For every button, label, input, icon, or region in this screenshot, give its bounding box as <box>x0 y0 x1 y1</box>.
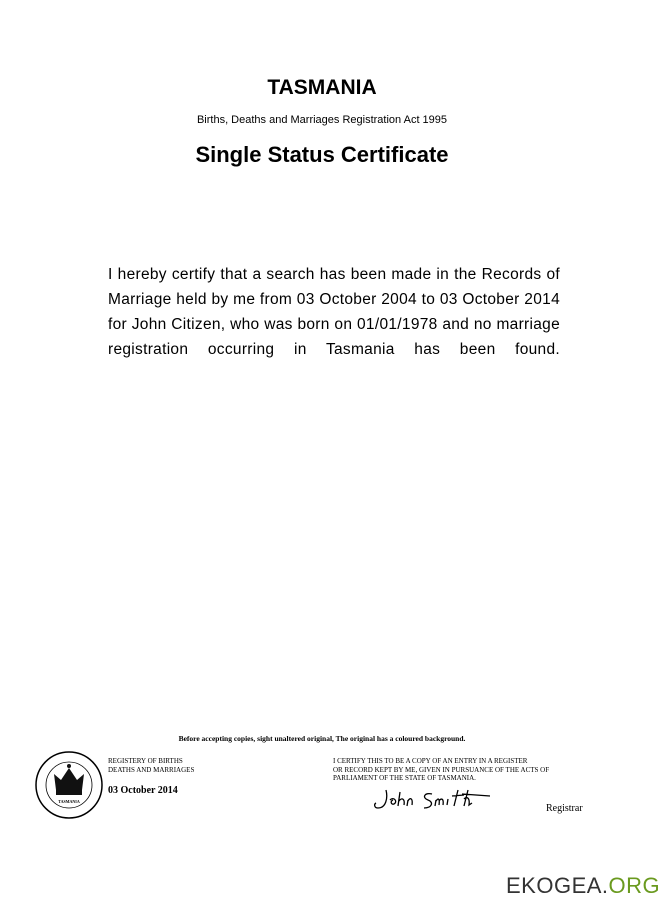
watermark-text: EKOGEA. <box>506 873 609 898</box>
signature-icon <box>372 786 494 814</box>
certify-line: OR RECORD KEPT BY ME, GIVEN IN PURSUANCE OF THE ACTS OF <box>333 765 550 774</box>
authenticity-warning: Before accepting copies, sight unaltered original, The original has a coloured background. <box>178 734 466 743</box>
state-heading: TASMANIA <box>267 76 377 99</box>
registry-name <box>108 757 194 775</box>
registrar-label: Registrar <box>546 803 583 814</box>
certification-text: I hereby certify that a search has been made in the Records of Marriage held by me from 03 October 2004 to 03 October 2014 for John Citizen, who was born on 01/01/1978 and no marriage registration occurring in Tasmania has been found. <box>108 266 560 358</box>
certify-line: PARLIAMENT OF THE STATE OF TASMANIA. <box>333 774 476 782</box>
registry-line: DEATHS AND MARRIAGES <box>108 766 195 774</box>
registrar-seal-icon <box>34 750 104 820</box>
certificate-title: Single Status Certificate <box>195 142 449 167</box>
watermark <box>506 873 660 899</box>
certify-line: I CERTIFY THIS TO BE A COPY OF AN ENTRY IN A REGISTER <box>333 757 528 765</box>
watermark-suffix: ORG <box>608 873 660 898</box>
svg-text:TASMANIA: TASMANIA <box>58 799 80 804</box>
registry-line: REGISTERY OF BIRTHS <box>108 757 183 765</box>
issue-date: 03 October 2014 <box>108 785 178 796</box>
act-subtitle: Births, Deaths and Marriages Registration Act 1995 <box>196 114 448 126</box>
certify-statement <box>333 757 549 783</box>
